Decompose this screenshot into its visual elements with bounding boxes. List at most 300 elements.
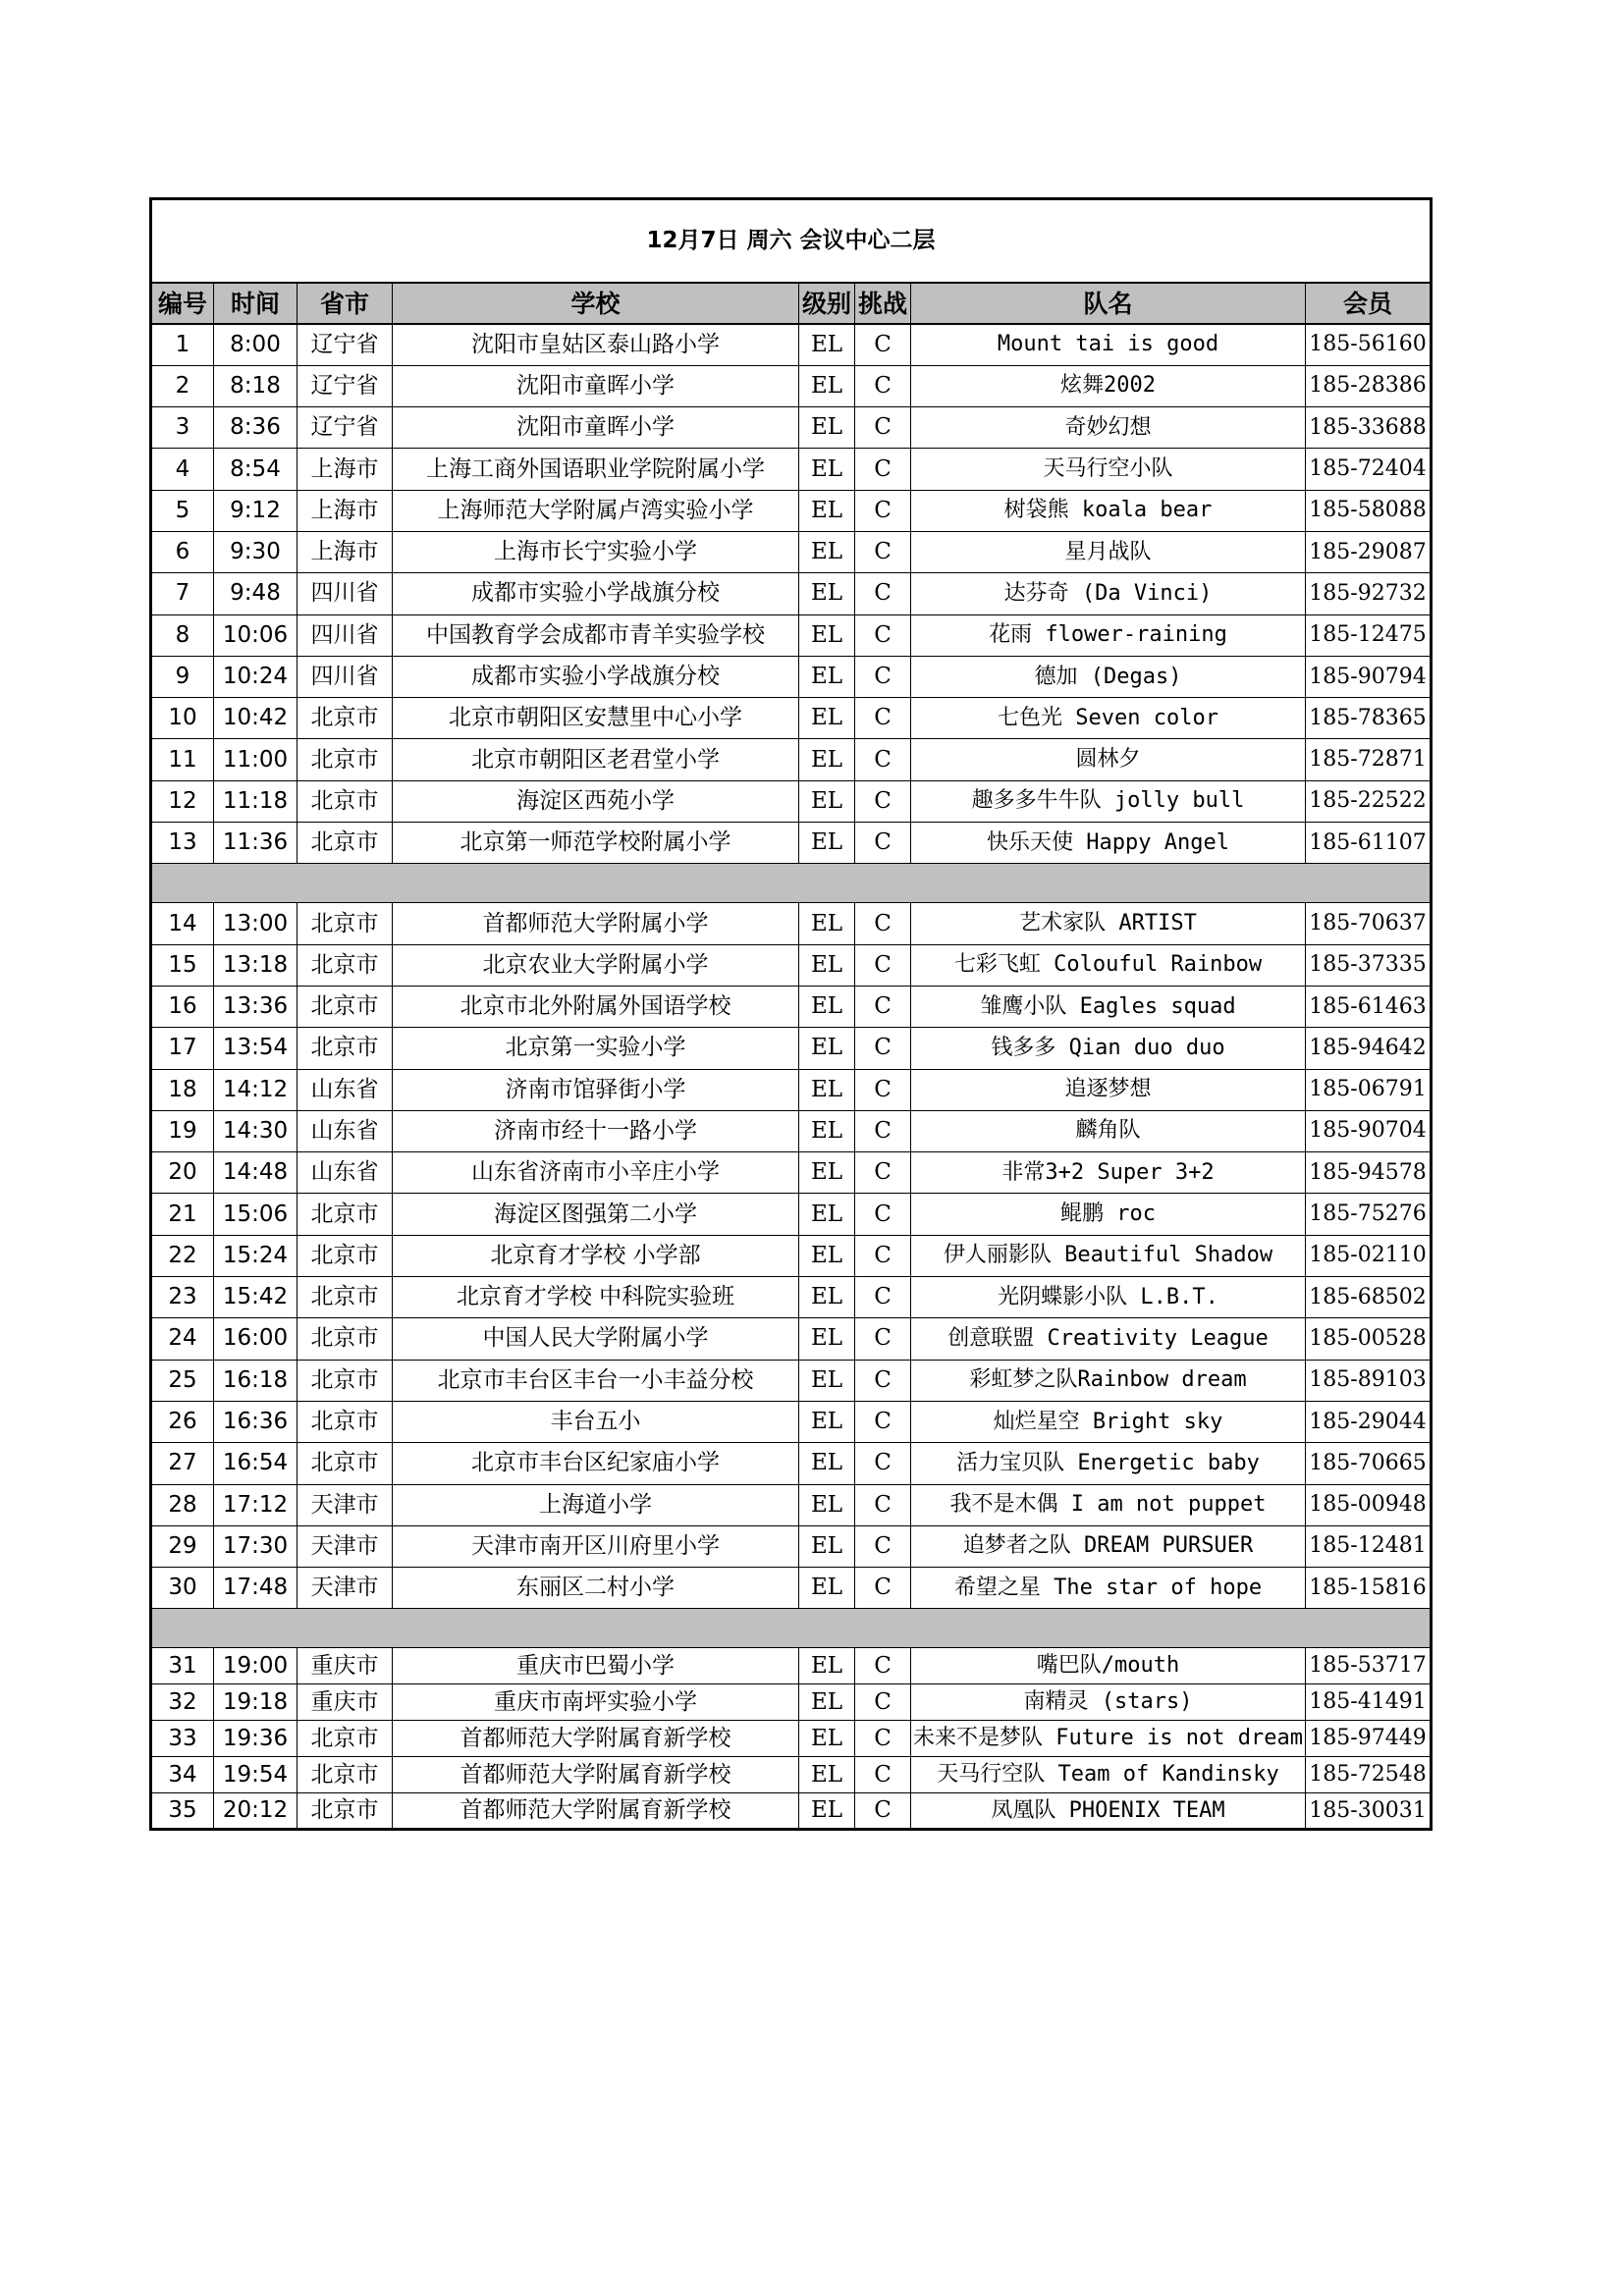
- province-cell: 北京市: [298, 1235, 393, 1276]
- level-cell: EL: [799, 1525, 855, 1567]
- time-cell: 13:36: [214, 986, 298, 1027]
- break-row: [151, 1609, 1432, 1648]
- level-cell: EL: [799, 449, 855, 490]
- schedule-title: 12月7日 周六 会议中心二层: [151, 199, 1432, 284]
- time-cell: 13:18: [214, 944, 298, 986]
- province-cell: 上海市: [298, 490, 393, 531]
- header-province: 省市: [298, 283, 393, 324]
- time-cell: 13:00: [214, 903, 298, 944]
- number-cell: 35: [151, 1793, 214, 1830]
- member-cell: 185-56160: [1306, 324, 1432, 365]
- level-cell: EL: [799, 1235, 855, 1276]
- number-cell: 14: [151, 903, 214, 944]
- time-cell: 10:06: [214, 614, 298, 656]
- province-cell: 北京市: [298, 1757, 393, 1793]
- number-cell: 26: [151, 1401, 214, 1442]
- challenge-cell: C: [855, 698, 911, 739]
- break-row-fill: [151, 1609, 1432, 1648]
- time-cell: 16:54: [214, 1443, 298, 1484]
- level-cell: EL: [799, 698, 855, 739]
- province-cell: 北京市: [298, 823, 393, 864]
- table-row: [151, 1360, 1432, 1401]
- school-cell: 北京育才学校 中科院实验班: [393, 1277, 799, 1318]
- team-name-cell: 鲲鹏 roc: [911, 1194, 1306, 1235]
- team-name-cell: 我不是木偶 I am not puppet: [911, 1484, 1306, 1525]
- member-cell: 185-37335: [1306, 944, 1432, 986]
- challenge-cell: C: [855, 1793, 911, 1830]
- school-cell: 首都师范大学附属育新学校: [393, 1793, 799, 1830]
- challenge-cell: C: [855, 1757, 911, 1793]
- school-cell: 北京市丰台区丰台一小丰益分校: [393, 1360, 799, 1401]
- member-cell: 185-29044: [1306, 1401, 1432, 1442]
- member-cell: 185-72548: [1306, 1757, 1432, 1793]
- table-row: [151, 739, 1432, 780]
- member-cell: 185-94578: [1306, 1152, 1432, 1194]
- member-cell: 185-78365: [1306, 698, 1432, 739]
- school-cell: 东丽区二村小学: [393, 1568, 799, 1609]
- team-name-cell: 钱多多 Qian duo duo: [911, 1028, 1306, 1069]
- member-cell: 185-90794: [1306, 656, 1432, 697]
- break-row: [151, 864, 1432, 903]
- province-cell: 北京市: [298, 986, 393, 1027]
- team-name-cell: 活力宝贝队 Energetic baby: [911, 1443, 1306, 1484]
- time-cell: 11:18: [214, 780, 298, 822]
- member-cell: 185-15816: [1306, 1568, 1432, 1609]
- province-cell: 北京市: [298, 1443, 393, 1484]
- number-cell: 21: [151, 1194, 214, 1235]
- time-cell: 11:36: [214, 823, 298, 864]
- level-cell: EL: [799, 1793, 855, 1830]
- member-cell: 185-30031: [1306, 1793, 1432, 1830]
- level-cell: EL: [799, 823, 855, 864]
- number-cell: 27: [151, 1443, 214, 1484]
- school-cell: 重庆市巴蜀小学: [393, 1648, 799, 1684]
- province-cell: 天津市: [298, 1484, 393, 1525]
- school-cell: 沈阳市童晖小学: [393, 407, 799, 449]
- school-cell: 上海市长宁实验小学: [393, 531, 799, 572]
- number-cell: 22: [151, 1235, 214, 1276]
- team-name-cell: 七彩飞虹 Colouful Rainbow: [911, 944, 1306, 986]
- province-cell: 四川省: [298, 573, 393, 614]
- number-cell: 16: [151, 986, 214, 1027]
- member-cell: 185-94642: [1306, 1028, 1432, 1069]
- number-cell: 28: [151, 1484, 214, 1525]
- province-cell: 北京市: [298, 739, 393, 780]
- challenge-cell: C: [855, 780, 911, 822]
- schedule-table: [149, 197, 1433, 1831]
- member-cell: 185-75276: [1306, 1194, 1432, 1235]
- team-name-cell: 嘴巴队/mouth: [911, 1648, 1306, 1684]
- number-cell: 2: [151, 365, 214, 406]
- table-row: [151, 1318, 1432, 1360]
- team-name-cell: 灿烂星空 Bright sky: [911, 1401, 1306, 1442]
- province-cell: 北京市: [298, 1793, 393, 1830]
- number-cell: 17: [151, 1028, 214, 1069]
- province-cell: 北京市: [298, 903, 393, 944]
- school-cell: 成都市实验小学战旗分校: [393, 656, 799, 697]
- table-row: [151, 823, 1432, 864]
- number-cell: 29: [151, 1525, 214, 1567]
- table-row: [151, 614, 1432, 656]
- province-cell: 北京市: [298, 1028, 393, 1069]
- time-cell: 14:12: [214, 1069, 298, 1110]
- team-name-cell: 德加 (Degas): [911, 656, 1306, 697]
- table-row: [151, 1648, 1432, 1684]
- level-cell: EL: [799, 903, 855, 944]
- time-cell: 10:42: [214, 698, 298, 739]
- member-cell: 185-72404: [1306, 449, 1432, 490]
- header-challenge: 挑战: [855, 283, 911, 324]
- number-cell: 4: [151, 449, 214, 490]
- number-cell: 10: [151, 698, 214, 739]
- time-cell: 17:12: [214, 1484, 298, 1525]
- challenge-cell: C: [855, 490, 911, 531]
- challenge-cell: C: [855, 1484, 911, 1525]
- number-cell: 32: [151, 1684, 214, 1721]
- member-cell: 185-70665: [1306, 1443, 1432, 1484]
- team-name-cell: 追逐梦想: [911, 1069, 1306, 1110]
- challenge-cell: C: [855, 1235, 911, 1276]
- table-row: [151, 531, 1432, 572]
- table-row: [151, 1757, 1432, 1793]
- number-cell: 6: [151, 531, 214, 572]
- province-cell: 北京市: [298, 1277, 393, 1318]
- table-row: [151, 324, 1432, 365]
- time-cell: 13:54: [214, 1028, 298, 1069]
- member-cell: 185-28386: [1306, 365, 1432, 406]
- school-cell: 上海师范大学附属卢湾实验小学: [393, 490, 799, 531]
- school-cell: 北京市朝阳区安慧里中心小学: [393, 698, 799, 739]
- number-cell: 8: [151, 614, 214, 656]
- province-cell: 重庆市: [298, 1648, 393, 1684]
- team-name-cell: 趣多多牛牛队 jolly bull: [911, 780, 1306, 822]
- level-cell: EL: [799, 1757, 855, 1793]
- challenge-cell: C: [855, 407, 911, 449]
- table-row: [151, 1525, 1432, 1567]
- time-cell: 14:30: [214, 1110, 298, 1151]
- member-cell: 185-68502: [1306, 1277, 1432, 1318]
- province-cell: 上海市: [298, 531, 393, 572]
- level-cell: EL: [799, 1648, 855, 1684]
- challenge-cell: C: [855, 1401, 911, 1442]
- member-cell: 185-89103: [1306, 1360, 1432, 1401]
- time-cell: 9:48: [214, 573, 298, 614]
- team-name-cell: 伊人丽影队 Beautiful Shadow: [911, 1235, 1306, 1276]
- table-row: [151, 1443, 1432, 1484]
- table-row: [151, 1110, 1432, 1151]
- province-cell: 北京市: [298, 944, 393, 986]
- level-cell: EL: [799, 1110, 855, 1151]
- level-cell: EL: [799, 986, 855, 1027]
- province-cell: 北京市: [298, 1721, 393, 1757]
- number-cell: 15: [151, 944, 214, 986]
- challenge-cell: C: [855, 986, 911, 1027]
- team-name-cell: 天马行空队 Team of Kandinsky: [911, 1757, 1306, 1793]
- challenge-cell: C: [855, 1568, 911, 1609]
- time-cell: 19:54: [214, 1757, 298, 1793]
- province-cell: 北京市: [298, 1401, 393, 1442]
- challenge-cell: C: [855, 656, 911, 697]
- school-cell: 北京市朝阳区老君堂小学: [393, 739, 799, 780]
- time-cell: 15:24: [214, 1235, 298, 1276]
- member-cell: 185-29087: [1306, 531, 1432, 572]
- challenge-cell: C: [855, 531, 911, 572]
- time-cell: 19:00: [214, 1648, 298, 1684]
- school-cell: 首都师范大学附属育新学校: [393, 1757, 799, 1793]
- table-row: [151, 1721, 1432, 1757]
- province-cell: 辽宁省: [298, 324, 393, 365]
- member-cell: 185-61107: [1306, 823, 1432, 864]
- member-cell: 185-02110: [1306, 1235, 1432, 1276]
- table-row: [151, 407, 1432, 449]
- number-cell: 18: [151, 1069, 214, 1110]
- member-cell: 185-72871: [1306, 739, 1432, 780]
- number-cell: 30: [151, 1568, 214, 1609]
- school-cell: 沈阳市童晖小学: [393, 365, 799, 406]
- table-row: [151, 1152, 1432, 1194]
- province-cell: 北京市: [298, 698, 393, 739]
- school-cell: 首都师范大学附属育新学校: [393, 1721, 799, 1757]
- team-name-cell: 未来不是梦队 Future is not dream: [911, 1721, 1306, 1757]
- province-cell: 四川省: [298, 614, 393, 656]
- time-cell: 8:36: [214, 407, 298, 449]
- school-cell: 北京市北外附属外国语学校: [393, 986, 799, 1027]
- level-cell: EL: [799, 739, 855, 780]
- header-member: 会员: [1306, 283, 1432, 324]
- level-cell: EL: [799, 1194, 855, 1235]
- province-cell: 山东省: [298, 1152, 393, 1194]
- province-cell: 上海市: [298, 449, 393, 490]
- table-row: [151, 986, 1432, 1027]
- table-row: [151, 490, 1432, 531]
- team-name-cell: 希望之星 The star of hope: [911, 1568, 1306, 1609]
- level-cell: EL: [799, 656, 855, 697]
- province-cell: 四川省: [298, 656, 393, 697]
- school-cell: 上海工商外国语职业学院附属小学: [393, 449, 799, 490]
- challenge-cell: C: [855, 1110, 911, 1151]
- school-cell: 中国人民大学附属小学: [393, 1318, 799, 1360]
- header-school: 学校: [393, 283, 799, 324]
- challenge-cell: C: [855, 1194, 911, 1235]
- table-row: [151, 1277, 1432, 1318]
- province-cell: 北京市: [298, 1318, 393, 1360]
- level-cell: EL: [799, 573, 855, 614]
- challenge-cell: C: [855, 944, 911, 986]
- time-cell: 14:48: [214, 1152, 298, 1194]
- level-cell: EL: [799, 1484, 855, 1525]
- team-name-cell: 麟角队: [911, 1110, 1306, 1151]
- level-cell: EL: [799, 944, 855, 986]
- time-cell: 8:18: [214, 365, 298, 406]
- challenge-cell: C: [855, 1277, 911, 1318]
- team-name-cell: 彩虹梦之队Rainbow dream: [911, 1360, 1306, 1401]
- number-cell: 33: [151, 1721, 214, 1757]
- number-cell: 11: [151, 739, 214, 780]
- time-cell: 19:36: [214, 1721, 298, 1757]
- member-cell: 185-06791: [1306, 1069, 1432, 1110]
- time-cell: 8:54: [214, 449, 298, 490]
- challenge-cell: C: [855, 573, 911, 614]
- time-cell: 15:42: [214, 1277, 298, 1318]
- school-cell: 首都师范大学附属小学: [393, 903, 799, 944]
- school-cell: 北京农业大学附属小学: [393, 944, 799, 986]
- time-cell: 16:36: [214, 1401, 298, 1442]
- province-cell: 北京市: [298, 1194, 393, 1235]
- challenge-cell: C: [855, 1152, 911, 1194]
- member-cell: 185-12481: [1306, 1525, 1432, 1567]
- school-cell: 沈阳市皇姑区泰山路小学: [393, 324, 799, 365]
- level-cell: EL: [799, 1443, 855, 1484]
- table-row: [151, 1793, 1432, 1830]
- school-cell: 天津市南开区川府里小学: [393, 1525, 799, 1567]
- province-cell: 北京市: [298, 780, 393, 822]
- member-cell: 185-12475: [1306, 614, 1432, 656]
- number-cell: 19: [151, 1110, 214, 1151]
- school-cell: 北京第一师范学校附属小学: [393, 823, 799, 864]
- level-cell: EL: [799, 1401, 855, 1442]
- table-row: [151, 449, 1432, 490]
- team-name-cell: 非常3+2 Super 3+2: [911, 1152, 1306, 1194]
- level-cell: EL: [799, 1069, 855, 1110]
- team-name-cell: Mount tai is good: [911, 324, 1306, 365]
- challenge-cell: C: [855, 1721, 911, 1757]
- challenge-cell: C: [855, 614, 911, 656]
- table-row: [151, 944, 1432, 986]
- time-cell: 17:30: [214, 1525, 298, 1567]
- time-cell: 19:18: [214, 1684, 298, 1721]
- table-row: [151, 1484, 1432, 1525]
- school-cell: 济南市馆驿街小学: [393, 1069, 799, 1110]
- team-name-cell: 天马行空小队: [911, 449, 1306, 490]
- member-cell: 185-92732: [1306, 573, 1432, 614]
- level-cell: EL: [799, 531, 855, 572]
- team-name-cell: 光阴蝶影小队 L.B.T.: [911, 1277, 1306, 1318]
- number-cell: 23: [151, 1277, 214, 1318]
- team-name-cell: 凤凰队 PHOENIX TEAM: [911, 1793, 1306, 1830]
- team-name-cell: 树袋熊 koala bear: [911, 490, 1306, 531]
- level-cell: EL: [799, 1028, 855, 1069]
- table-row: [151, 573, 1432, 614]
- table-row: [151, 780, 1432, 822]
- school-cell: 海淀区西苑小学: [393, 780, 799, 822]
- challenge-cell: C: [855, 1684, 911, 1721]
- table-row: [151, 1568, 1432, 1609]
- member-cell: 185-70637: [1306, 903, 1432, 944]
- number-cell: 12: [151, 780, 214, 822]
- team-name-cell: 追梦者之队 DREAM PURSUER: [911, 1525, 1306, 1567]
- level-cell: EL: [799, 1721, 855, 1757]
- province-cell: 山东省: [298, 1110, 393, 1151]
- number-cell: 13: [151, 823, 214, 864]
- team-name-cell: 南精灵 (stars): [911, 1684, 1306, 1721]
- challenge-cell: C: [855, 823, 911, 864]
- province-cell: 辽宁省: [298, 407, 393, 449]
- team-name-cell: 七色光 Seven color: [911, 698, 1306, 739]
- school-cell: 北京市丰台区纪家庙小学: [393, 1443, 799, 1484]
- challenge-cell: C: [855, 1028, 911, 1069]
- table-row: [151, 365, 1432, 406]
- challenge-cell: C: [855, 1648, 911, 1684]
- time-cell: 11:00: [214, 739, 298, 780]
- challenge-cell: C: [855, 324, 911, 365]
- province-cell: 天津市: [298, 1568, 393, 1609]
- table-row: [151, 1684, 1432, 1721]
- member-cell: 185-58088: [1306, 490, 1432, 531]
- header-level: 级别: [799, 283, 855, 324]
- time-cell: 16:00: [214, 1318, 298, 1360]
- level-cell: EL: [799, 614, 855, 656]
- table-row: [151, 698, 1432, 739]
- number-cell: 24: [151, 1318, 214, 1360]
- challenge-cell: C: [855, 365, 911, 406]
- team-name-cell: 达芬奇 (Da Vinci): [911, 573, 1306, 614]
- header-team-name: 队名: [911, 283, 1306, 324]
- member-cell: 185-97449: [1306, 1721, 1432, 1757]
- number-cell: 3: [151, 407, 214, 449]
- break-row-fill: [151, 864, 1432, 903]
- level-cell: EL: [799, 1318, 855, 1360]
- member-cell: 185-22522: [1306, 780, 1432, 822]
- team-name-cell: 雏鹰小队 Eagles squad: [911, 986, 1306, 1027]
- table-row: [151, 1069, 1432, 1110]
- level-cell: EL: [799, 1568, 855, 1609]
- challenge-cell: C: [855, 1525, 911, 1567]
- number-cell: 25: [151, 1360, 214, 1401]
- team-name-cell: 创意联盟 Creativity League: [911, 1318, 1306, 1360]
- time-cell: 9:30: [214, 531, 298, 572]
- team-name-cell: 星月战队: [911, 531, 1306, 572]
- number-cell: 1: [151, 324, 214, 365]
- province-cell: 北京市: [298, 1360, 393, 1401]
- member-cell: 185-00528: [1306, 1318, 1432, 1360]
- school-cell: 济南市经十一路小学: [393, 1110, 799, 1151]
- header-number: 编号: [151, 283, 214, 324]
- header-row: [151, 283, 1432, 324]
- number-cell: 31: [151, 1648, 214, 1684]
- team-name-cell: 艺术家队 ARTIST: [911, 903, 1306, 944]
- time-cell: 9:12: [214, 490, 298, 531]
- school-cell: 重庆市南坪实验小学: [393, 1684, 799, 1721]
- challenge-cell: C: [855, 1318, 911, 1360]
- member-cell: 185-53717: [1306, 1648, 1432, 1684]
- province-cell: 天津市: [298, 1525, 393, 1567]
- number-cell: 20: [151, 1152, 214, 1194]
- challenge-cell: C: [855, 1069, 911, 1110]
- member-cell: 185-33688: [1306, 407, 1432, 449]
- school-cell: 上海道小学: [393, 1484, 799, 1525]
- school-cell: 丰台五小: [393, 1401, 799, 1442]
- table-row: [151, 903, 1432, 944]
- level-cell: EL: [799, 324, 855, 365]
- level-cell: EL: [799, 490, 855, 531]
- time-cell: 15:06: [214, 1194, 298, 1235]
- level-cell: EL: [799, 407, 855, 449]
- time-cell: 17:48: [214, 1568, 298, 1609]
- team-name-cell: 奇妙幻想: [911, 407, 1306, 449]
- school-cell: 海淀区图强第二小学: [393, 1194, 799, 1235]
- team-name-cell: 炫舞2002: [911, 365, 1306, 406]
- schedule-body: [151, 324, 1432, 1830]
- school-cell: 山东省济南市小辛庄小学: [393, 1152, 799, 1194]
- time-cell: 8:00: [214, 324, 298, 365]
- member-cell: 185-41491: [1306, 1684, 1432, 1721]
- member-cell: 185-61463: [1306, 986, 1432, 1027]
- level-cell: EL: [799, 780, 855, 822]
- school-cell: 中国教育学会成都市青羊实验学校: [393, 614, 799, 656]
- level-cell: EL: [799, 1684, 855, 1721]
- level-cell: EL: [799, 1360, 855, 1401]
- level-cell: EL: [799, 1152, 855, 1194]
